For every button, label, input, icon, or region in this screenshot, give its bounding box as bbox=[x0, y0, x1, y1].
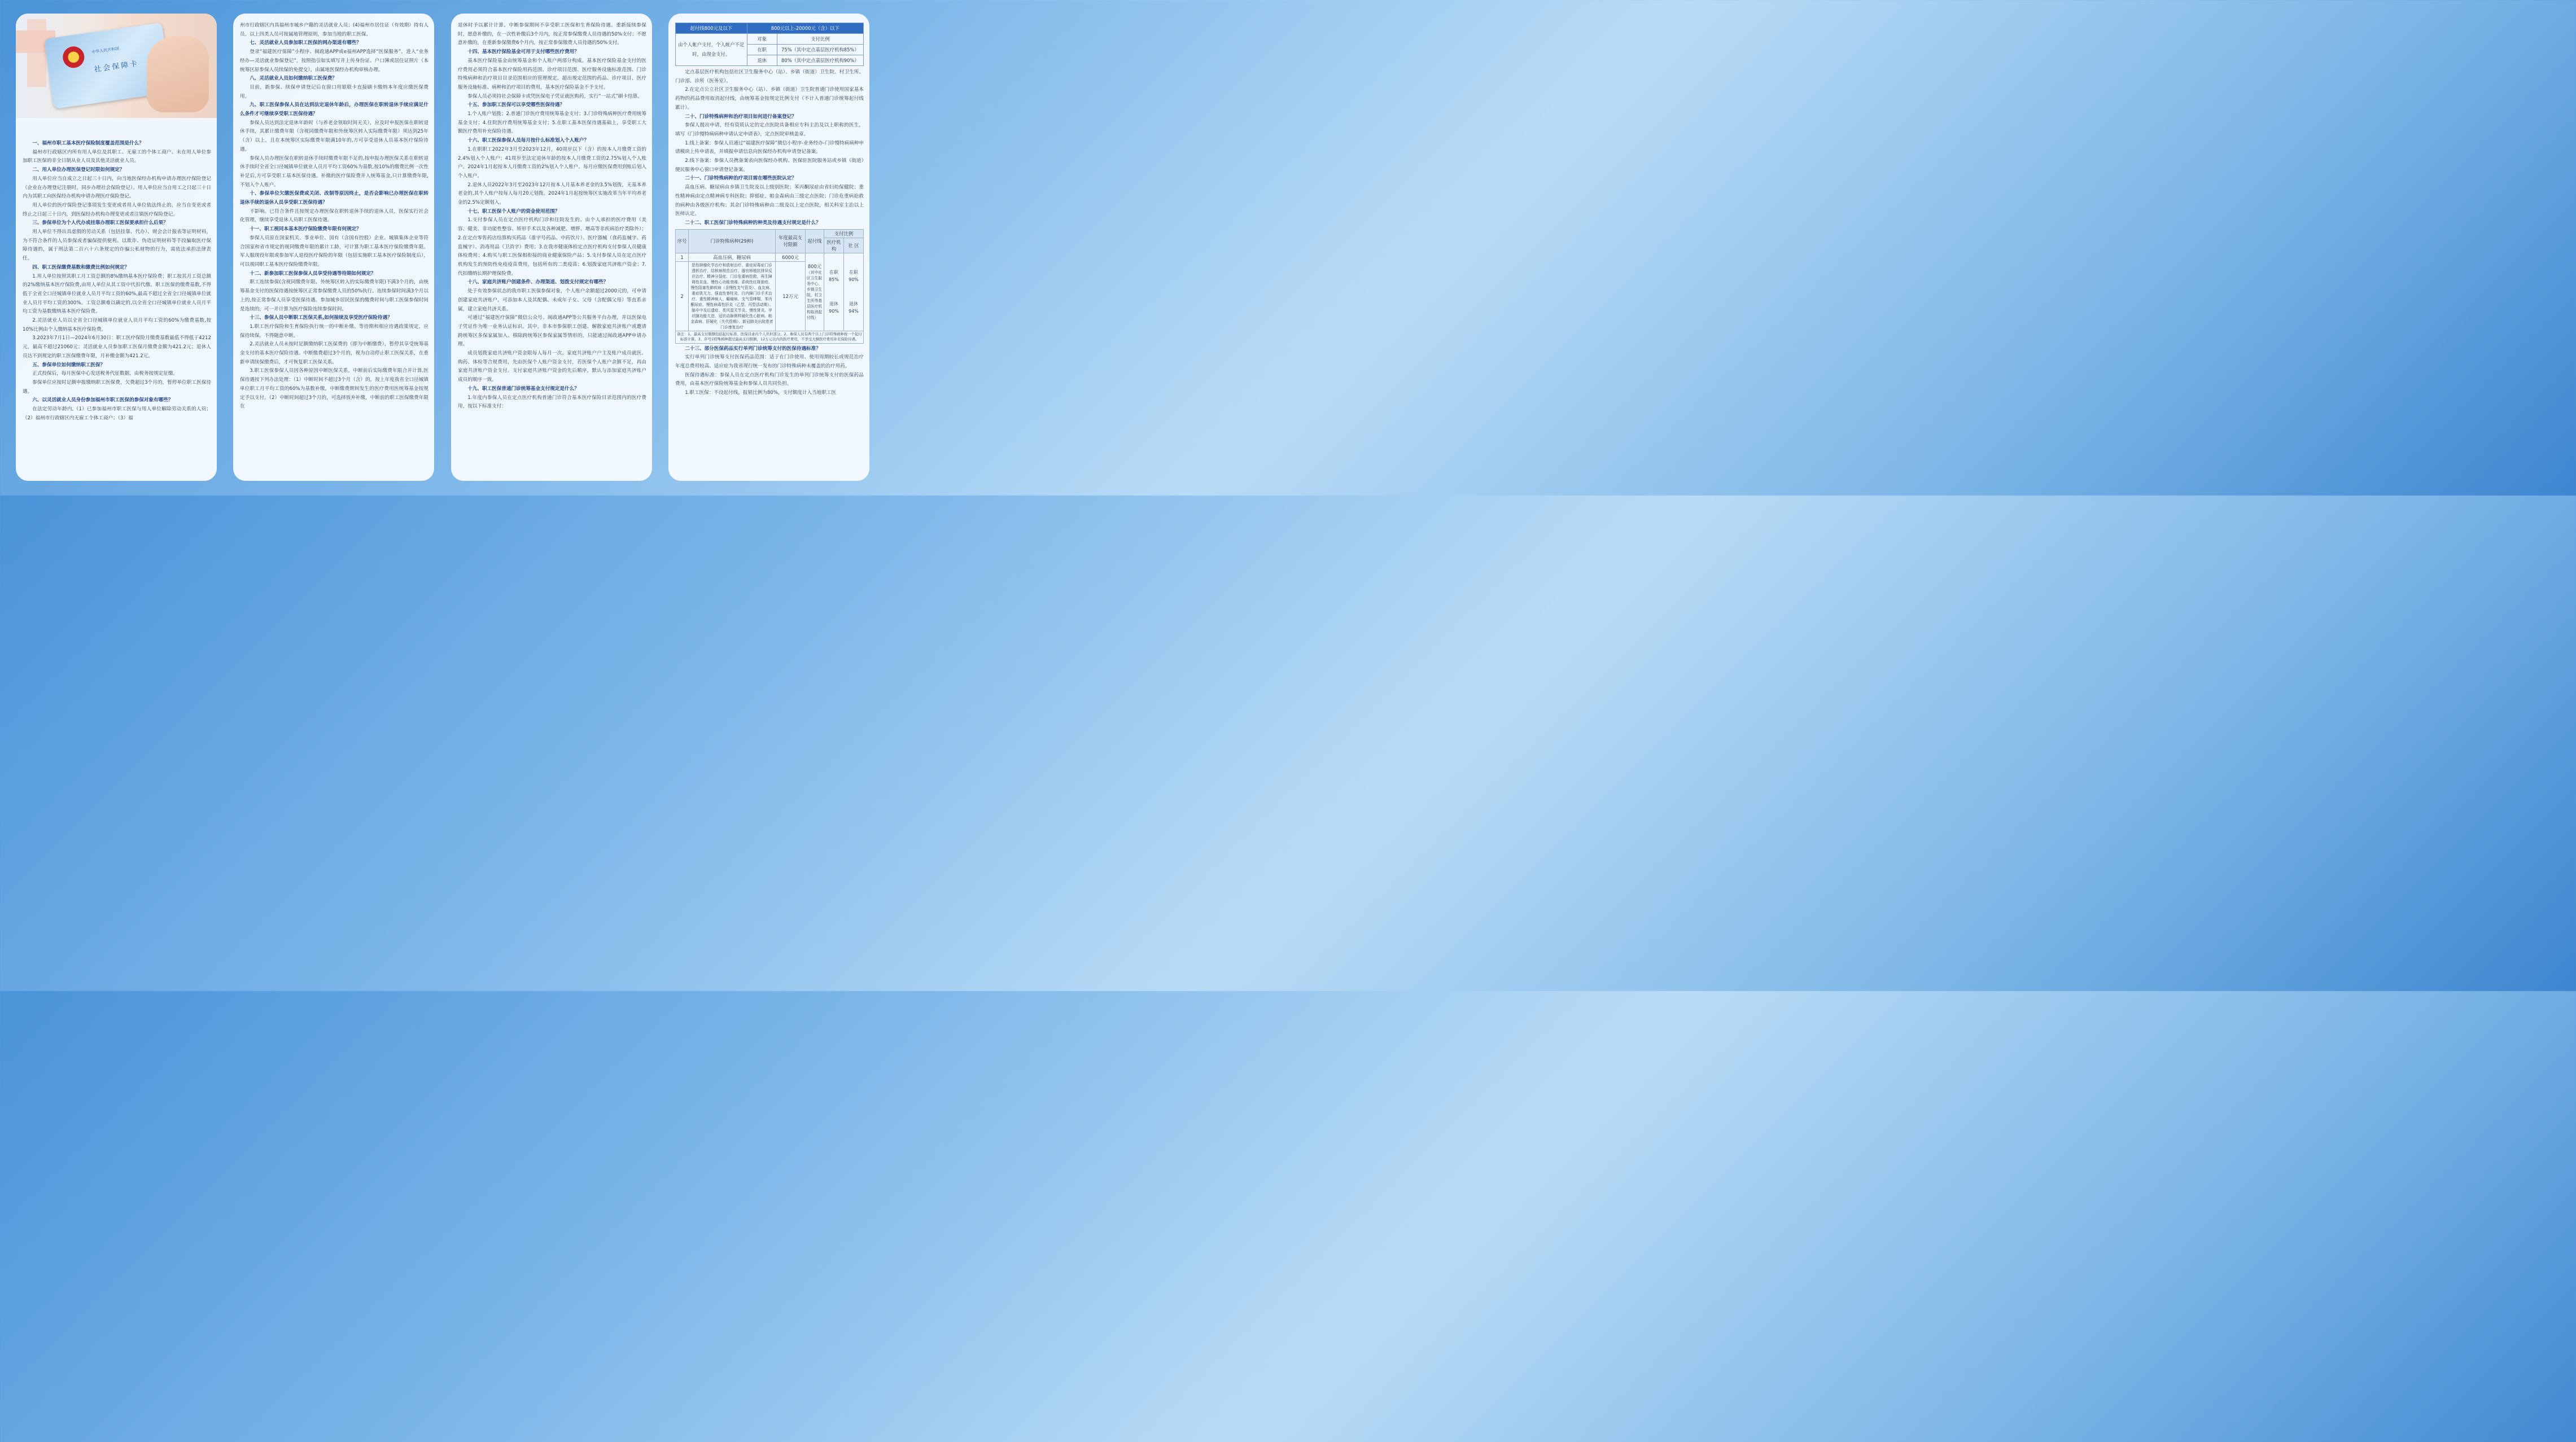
section-heading: 二十、门诊特殊病种和治疗项目如何进行备案登记？ bbox=[685, 113, 797, 120]
ratio-comm-on-label: 在职 bbox=[849, 270, 858, 275]
paragraph: 用人单位的医疗保险登记事项发生变更或者用人单位依法终止的，应当自变更或者终止之日起三十日内，到医保经办机构办理变更或者注销医疗保险登记。 bbox=[23, 202, 211, 217]
social-security-card-photo bbox=[16, 14, 217, 118]
card-country-text: 中华人民共和国 bbox=[91, 46, 120, 55]
table-cell-retired: 退休 bbox=[747, 55, 777, 66]
th-community: 社 区 bbox=[844, 238, 864, 253]
deductible-note: （其中社区卫生服务中心、乡镇卫生院、村卫生所等基层医疗机构取消起付线） bbox=[807, 270, 823, 321]
section-heading: 五、参保单位如何缴纳职工医保？ bbox=[32, 362, 106, 368]
section-heading: 三、参保单位为个人代办或挂靠办理职工医保要承担什么后果？ bbox=[32, 220, 168, 226]
table-header-deductible: 起付线800元及以下 bbox=[676, 23, 747, 34]
table-subheader-ratio: 支付比例 bbox=[777, 34, 863, 45]
row1-no: 1 bbox=[676, 253, 689, 261]
th-disease: 门诊特殊病种(29种) bbox=[689, 229, 776, 253]
ratio-comm-on-value: 90% bbox=[849, 277, 859, 283]
section-heading: 一、福州市职工基本医疗保险制度覆盖范围是什么？ bbox=[32, 141, 144, 146]
paragraph: 退休时予以累计计算。中断参保期间不享受职工医保和生育保险待遇。重新接续参保时，愿意补缴的，在一次性补缴后3个月内，按正常参保缴费人员待遇的50%支付；不愿意补缴的，在重新参保缴费6个月内，按正常参保缴费人员待遇的50%支付。 bbox=[458, 23, 646, 46]
paragraph: 1.在职职工2022年3月至2023年12月，40周岁以下（含）的按本人月缴费工资的2.4%划入个人账户；41周岁至法定退休年龄的按本人月缴费工资的2.75%划入个人账户。2024年1月起按本人月缴费工资的2%划入个人账户。每月应缴医保费用到账后划入个人账户。 bbox=[458, 146, 646, 179]
section-heading: 十三、参保人员中断职工医保关系,如何接续及享受医疗保险待遇？ bbox=[250, 315, 392, 321]
national-emblem-icon bbox=[62, 45, 86, 69]
table-subheader-object: 对象 bbox=[747, 34, 777, 45]
paragraph: 3.职工医保参保人员因各种原因中断医保关系，中断前后实际缴费年限合并计算,医保待遇按下列办法处理：（1）中断时间不超过3个月（含）的，按上年度我省全口径城镇单位职工月平均工资的60%为基数补缴，中断缴费期间发生的医疗费用医统筹基金按规定予以支付。（2）中断时间超过3个月的，可选择放弃补缴，中断前的职工医保缴费年限在 bbox=[240, 368, 428, 410]
table-cell-employed-ratio: 75%（其中定点基层医疗机构85%） bbox=[777, 45, 863, 55]
paragraph: 用人单位不得出具虚假的劳动关系（包括挂靠、代办）、财会会计报表等证明材料，为不符合条件的人员参保或者骗保提供便利。以欺诈、伪造证明材料等手段骗取医疗保障待遇的，属于刑法第二百六十六条规定的诈骗公私财物的行为，需依法承担法律责任。 bbox=[23, 229, 211, 262]
th-limit: 年度最高支付限额 bbox=[776, 229, 806, 253]
row2-no: 2 bbox=[676, 261, 689, 331]
ratio-inst-re-label: 退休 bbox=[829, 301, 838, 307]
section-heading: 十八、家庭共济账户创建条件、办理渠道、划拨支付规定有哪些？ bbox=[467, 279, 609, 286]
panel-3 bbox=[451, 14, 652, 481]
paragraph: 用人单位应当自成立之日起三十日内，向当地医保经办机构申请办理医疗保险登记（企业在办理登记注册时，同步办理社会保险登记）。用人单位应当自用工之日起三十日内为其职工向医保经办机构申请办理医疗保险登记。 bbox=[23, 176, 211, 200]
row1-limit: 6000元 bbox=[776, 253, 806, 261]
paragraph: 2.退休人员2022年3月至2023年12月按本人月基本养老金的3.5%划拨，无基本养老金的,其个人账户按每人每月20元划拨。2024年1月起按统筹区实施改革当年平均养老金的2.5%定额划入。 bbox=[458, 182, 646, 206]
section-heading: 十五、参加职工医保可以享受哪些医保待遇？ bbox=[467, 102, 565, 108]
paragraph: 职工连续参保(含视同缴费年限、外统筹区转入的实际缴费年限)不满3个月的，由统筹基金支付的医保待遇按统筹区正常参保缴费人员的50%执行。连续参保时间满3个月以上的,按正常参保人员享受医保待遇。参加城乡居民医保的缴费时间与职工医保参保时间是连续的，可一并计算为医疗保险连续参保时间。 bbox=[240, 279, 428, 312]
paragraph: 1.用人单位按照其职工月工资总额的8%缴纳基本医疗保险费；职工按其月工资总额的2%缴纳基本医疗保险费,由用人单位从其工资中代扣代缴。职工医保的缴费基数,不得低于全省全口径城镇单位就业人员月平均工资的60%,最高不超过全省全口径城镇单位就业人员月平均工资的300%。工资总额难以确定的,以全省全口径城镇单位就业人员月平均工资为基数缴纳基本医疗保险费。 bbox=[23, 273, 211, 315]
table-header-range: 800元以上-20000元（含）以下 bbox=[747, 23, 863, 34]
column-4a-text bbox=[675, 68, 864, 228]
section-heading: 十二、新参加职工医保参保人员享受待遇等待期如何规定？ bbox=[250, 270, 376, 277]
paragraph: 参保人员达到法定退休年龄时（与养老金领取时间无关），应及时申报医保在职转退休手续，其累计缴费年限（含视同缴费年限和外统筹区转入实际缴费年限）须达到25年（含）以上，且在本统筹区实际缴费年限满10年的,方可享受退休人员基本医疗保险待遇。 bbox=[240, 120, 428, 152]
panel-2 bbox=[233, 14, 434, 481]
ratio-inst-on-value: 85% bbox=[829, 277, 839, 283]
hand-image bbox=[147, 36, 209, 112]
paragraph: 定点基层医疗机构包括社区卫生服务中心（站）、乡镇（街道）卫生院、村卫生所、门诊部、诊所（医务室）。 bbox=[675, 69, 864, 84]
paragraph: 参保人员原在国家机关、事业单位、国有（含国有控股）企业、城镇集体企业等符合国家和省市规定的视同缴费年限的累计工龄，可计算为职工基本医疗保险缴费年限。军人服现役年限或参加军人退役医疗保险的年限（包括实施职工基本医疗保险制度后），可以视同职工基本医疗保险缴费年限。 bbox=[240, 235, 428, 268]
paragraph: 1.年度内参保人员在定点医疗机构普通门诊符合基本医疗保险目录范围内的医疗费用，按以下标准支付： bbox=[458, 395, 646, 410]
ratio-inst-re-value: 90% bbox=[829, 309, 839, 314]
section-heading: 二十三、部分医保药品实行单列门诊统筹支付的医保待遇标准？ bbox=[685, 345, 821, 352]
table-cell-personal-account: 由个人帐户支付，个人帐户不足时，由现金支付。 bbox=[676, 34, 747, 66]
panel-1 bbox=[16, 14, 217, 481]
paragraph: 在法定劳动年龄内,（1）已参加福州市职工医保与用人单位解除劳动关系的人员；（2）福州市行政辖区内无雇工个体工商户；（3）福 bbox=[23, 406, 211, 421]
section-heading: 二、用人单位办理医保登记时限如何规定？ bbox=[32, 167, 125, 173]
paragraph: 成员划拨家庭共济账户资金限每人每月一次。家庭共济账户户主及账户成员就医、购药、体检等合规费用，先由医保个人账户资金支付，若医保个人账户余额不足，再由家庭共济账户资金支付。支付家庭共济账户资金的先后顺序，默认与添加家庭共济账户成员的顺序一致。 bbox=[458, 350, 646, 383]
paragraph: 1.个人账户划拨；2.普通门诊医疗费用统筹基金支付；3.门诊特殊病种医疗费用统筹基金支付；4.住院医疗费用统筹基金支付；5.在职工基本医保待遇基础上，享受职工大额医疗费用补充保险待遇。 bbox=[458, 111, 646, 135]
paragraph: 州市行政辖区内具福州市城乡户籍的灵活就业人员；(4)福州市居住证（有效期）持有人员。以上四类人员可按属地管理原则，参加当地的职工医保。 bbox=[240, 23, 428, 37]
section-heading: 八、灵活就业人员如何缴纳职工医保费？ bbox=[250, 76, 337, 82]
column-1-text bbox=[16, 118, 217, 423]
paragraph: 医保待遇标准：参保人员在定点医疗机构门诊发生的单列门诊统筹支付的医保药品费用，由基本医疗保险统筹基金和参保人员共同负担。 bbox=[675, 372, 864, 387]
section-heading: 二十二、职工医保门诊特殊病种的种类及待遇支付规定是什么？ bbox=[685, 220, 821, 226]
row2-limit: 12万元 bbox=[776, 261, 806, 331]
panel-4 bbox=[668, 14, 869, 481]
ratio-comm-re-label: 退休 bbox=[849, 301, 858, 307]
paragraph: 可通过“福建医疗保障”微信公众号、闽政通APP等公共服务平台办理，并以医保电子凭证作为唯一业务认证标识。其中，非本市参保职工创建、解散家庭共济账户或邀请跨统筹区多保家属加入、移除跨统筹区参保家属等情形的，只能通过闽政通APP申请办理。 bbox=[458, 315, 646, 348]
column-4b-text bbox=[675, 345, 864, 398]
paragraph: 1.线上备案：参保人员通过“福建医疗保障”微信小程序-业务经办-门诊慢特病病种申请模块上传申请表，并填报申请信息向医保经办机构申请登记备案。 bbox=[675, 140, 864, 155]
paragraph: 1.支付参保人员在定点医疗机构门诊和住院发生的、由个人承担的医疗费用（美容、健美、非功能性整容、矫形手术以及各种减肥、增胖、增高等非疾病治疗类除外）；2.在定点零售药店结算购买药品（准字号药品、中药饮片）、医疗器械（食药监械字、药监械字）、消毒用品（卫消字）费用；3.在我市健康体检定点医疗机构支付参保人员健康体检费用；4.购买与职工医保相衔接的商业健康保险产品；5.支付参保人员在定点医疗机构发生的预防性免疫疫苗费用，包括所有的二类疫苗；6.划拨家庭共济账户资金；7.代扣缴纳长期护理保险费。 bbox=[458, 217, 646, 277]
paragraph: 参保人员办理医保在职转退休手续时缴费年限不足的,按申报办理医保关系在职转退休手续时全省全口径城镇单位就业人员月平均工资60%为基数,按10%的缴费比例一次性补足后,方可享受职工基本医保待遇。补缴的医疗保险费并入统筹基金,只计算缴费年限,不划入个人账户。 bbox=[240, 155, 428, 188]
table-cell-retired-ratio: 80%（其中定点基层医疗机构90%） bbox=[777, 55, 863, 66]
section-heading: 十九、职工医保普通门诊统筹基金支付规定是什么？ bbox=[467, 385, 579, 392]
ratio-community-cell bbox=[844, 253, 864, 331]
th-deductible: 起付线 bbox=[806, 229, 824, 253]
paragraph: 正式投保后，每月医保中心发送税务代征数据，由税务按规定征缴。 bbox=[32, 371, 178, 377]
section-heading: 十一、职工视同本基本医疗保险缴费年限有何规定？ bbox=[250, 226, 361, 233]
th-no: 序号 bbox=[676, 229, 689, 253]
row1-disease: 高血压病，糖尿病 bbox=[689, 253, 776, 261]
table-note: 备注：1、最高支付限额包括起付标准、医保目录内个人负担部分。2、参保人员有两个以上门诊特殊病种按一个起付标准计算。3、序号1特殊病种超过最高支付限额，12万元以内的医疗费用，不享受大额医疗费用补充保险待遇。 bbox=[676, 331, 864, 343]
section-heading: 九、职工医保参保人员在达到法定退休年龄后，办理医保在职转退休手续应满足什么条件才可继续享受职工医保待遇？ bbox=[240, 102, 428, 117]
paragraph: 参保人提出申请，经有资质认定的定点医院具备相应专科主治及以上职称的医生，填写《门诊慢特病病种申请认定申请表》，定点医院审核盖章。 bbox=[675, 122, 864, 137]
ratio-comm-re-value: 94% bbox=[849, 309, 859, 314]
paragraph: 2.灵活就业人员未按时足额缴纳职工医保费的（即为中断缴费），暂停其享受统筹基金支付的基本医疗保险待遇。中断缴费超过3个月的，视为自动停止职工医保关系，在重新申请续保缴费后，才可恢复职工医保关系。 bbox=[240, 341, 428, 365]
paragraph: 福州市行政辖区内所有用人单位及其职工、无雇工的个体工商户、未在用人单位参加职工医保的非全日制从业人员及其他灵活就业人员。 bbox=[23, 149, 211, 164]
card-title-text: 社会保障卡 bbox=[93, 59, 140, 74]
section-heading: 十七、职工医保个人账户的资金使用范围？ bbox=[467, 208, 560, 214]
paragraph: 参保人员必须持社会保障卡或凭医保电子凭证就医购药，实行“一站式”刷卡结算。 bbox=[467, 93, 642, 99]
special-disease-table bbox=[675, 229, 864, 344]
deductible-value: 800元 bbox=[807, 264, 822, 270]
ratio-inst-on-label: 在职 bbox=[829, 270, 838, 275]
section-heading: 六、以灵活就业人员身份参加福州市职工医保的参保对象有哪些？ bbox=[32, 397, 173, 404]
column-3-text bbox=[458, 21, 646, 411]
th-institution: 医疗机构 bbox=[824, 238, 844, 253]
paragraph: 处于有效参保状态的我市职工医保参保对象，个人账户余额超过2000元的，可申请创建家庭共济账户，可添加本人及其配偶、未成年子女、父母（含配偶父母）等直系亲属，建立家庭共济关系。 bbox=[458, 288, 646, 312]
paragraph: 2.在定点公立社区卫生服务中心（站）、乡镇（街道）卫生院普通门诊使用国家基本药物的药品费用取消起付线，由统筹基金按规定比例支付（不计入普通门诊统筹起付线累计）。 bbox=[675, 87, 864, 111]
paragraph: 不影响。已符合条件且按规定办理医保在职转退休手续的退休人员，医保实行社会化管理，继续享受退休人员职工医保待遇。 bbox=[240, 208, 428, 223]
row2-disease: 恶性肿瘤化学治疗和放射治疗、重症尿毒症门诊透析治疗、结核病规范治疗、器官移植抗排异反应治疗、精神分裂症、门诊危重病抢救、再生障碍性贫血、慢性心功能衰竭、系统性红斑狼疮、慢性阻塞性肺疾病（含慢性支气管炎）、血友病、重症肌无力、强直性脊柱炎、白内障门诊手术治疗、重性精神病人、癫痫病、支气管哮喘、苯丙酮尿症、慢性病毒性肝炎（乙型、丙型活动期）、脑卒中及后遗症、类风湿关节炎、慢性肾炎、甲状腺功能亢进、冠状动脉粥样硬化性心脏病、帕金森病、肝硬化（失代偿期）、新冠肺炎出院患者门诊康复治疗 bbox=[689, 261, 776, 331]
deductible-cell bbox=[806, 253, 824, 331]
paragraph: 3.2023年7月1日—2024年6月30日：职工医疗保险月缴费基数最低不得低于4212元，最高不超过21060元；灵活就业人员参加职工医保月缴费金额为421.2元；退休人员达不到规定的职工医保缴费年限，月补缴金额为421.2元。 bbox=[23, 335, 211, 359]
section-heading: 十六、职工医保参保人员每月按什么标准划入个人账户？ bbox=[467, 138, 589, 144]
ratio-institution-cell bbox=[824, 253, 844, 331]
paragraph: 1.职工医保：不设起付线，报销比例为80%，支付额度计入当地职工医 bbox=[685, 390, 837, 396]
paragraph: 登录“福建医疗保障”小程序、闽政通APP或e福州APP选择“医保服务”，进入“业务经办—灵活就业参保登记”，按照指引如实填写并上传身份证、户口簿或居住证照片（本统筹区原参保人员续保的免提交），由属地医保经办机构审核办理。 bbox=[240, 49, 428, 73]
table-cell-employed: 在职 bbox=[747, 45, 777, 55]
outpatient-payment-table bbox=[675, 23, 864, 66]
paragraph: 基本医疗保险基金由统筹基金和个人账户两部分构成。基本医疗保险基金支付的医疗费用必须符合基本医疗保险用药范围、诊疗项目范围、医疗服务设施标准范围、门诊特殊病种和治疗项目目录范围相应的管理规定。超出规定范围的药品、诊疗项目、医疗服务设施标准、病种和治疗项目的费用，基本医疗保险基金不予支付。 bbox=[458, 58, 646, 90]
paragraph: 2.灵活就业人员以全省全口径城镇单位就业人员月平均工资的60%为缴费基数,按10%比例由个人缴纳基本医疗保险费。 bbox=[23, 318, 211, 332]
section-heading: 十四、基本医疗保险基金可用于支付哪些医疗费用？ bbox=[467, 49, 579, 55]
paragraph: 1.职工医疗保险和生育保险执行统一的中断补缴、等待期和相应待遇政策规定，应保待续保，不得随意中断。 bbox=[240, 323, 428, 339]
section-heading: 二十一、门诊特殊病种治疗项目需在哪些医院认定？ bbox=[685, 176, 797, 182]
paragraph: 目前，新参保、续保申请登记后在窗口用银联卡直接刷卡缴纳本年度应缴医保费用。 bbox=[240, 84, 428, 99]
paragraph: 2.线下备案：参保人员携备案表向医保经办机构、医保驻医院服务站或乡镇（街道）便民服务中心窗口申请登记备案。 bbox=[675, 158, 864, 173]
paragraph: 参保单位应按时足额申报缴纳职工医保费，欠费超过3个月的，暂停单位职工医保待遇。 bbox=[23, 379, 211, 395]
paragraph: 实行单列门诊统筹支付医保药品范围：适于在门诊使用、使用周期较长或规范治疗年度总费用较高、适应症为我省现行统一发布的门诊特殊病种未覆盖的治疗用药。 bbox=[675, 354, 864, 370]
section-heading: 十、参保单位欠缴医保费或关闭、改制等原因终止，是否会影响已办理医保在职转退休手续的退休人员享受职工医保待遇？ bbox=[240, 191, 428, 206]
paragraph: 高血压病、糖尿病由乡镇卫生院及以上级别医院；苯丙酮尿症由省妇幼保健院；重性精神病由定点精神病专科医院；抑郁症、帕金森病由三级定点医院；门诊危重病抢救的病种由各级医疗机构；其余门诊特殊病种由二级及以上定点医院，相关科室主治以上医师认定。 bbox=[675, 185, 864, 217]
th-ratio: 支付比例 bbox=[824, 229, 864, 238]
column-2-text bbox=[240, 21, 428, 411]
section-heading: 四、职工医保缴费基数和缴费比例如何规定？ bbox=[32, 264, 130, 270]
section-heading: 七、灵活就业人员参加职工医保的网办渠道有哪些？ bbox=[250, 40, 361, 46]
